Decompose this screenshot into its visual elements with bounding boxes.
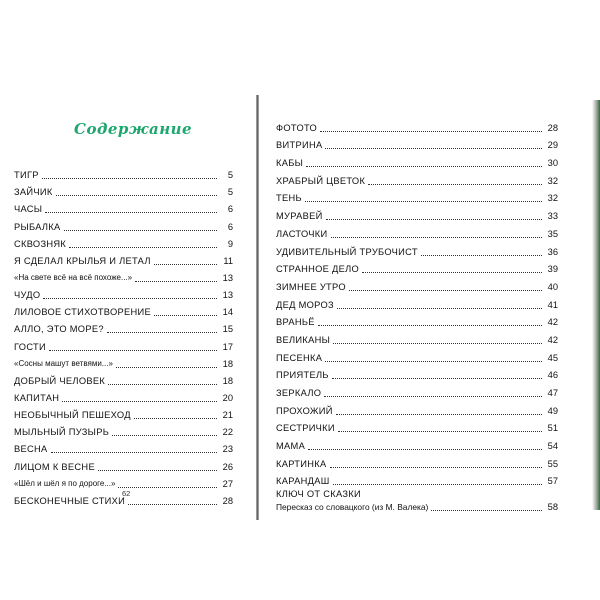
toc-entry-page: 15 (222, 324, 233, 335)
toc-entry-title: СКВОЗНЯК (14, 238, 67, 249)
toc-entry-page: 40 (547, 281, 558, 292)
toc-entry (276, 293, 558, 311)
dot-leader (112, 435, 217, 436)
toc-entry (276, 364, 558, 382)
toc-entry-title: КАРАНДАШ (276, 476, 330, 487)
dot-leader (324, 396, 542, 397)
toc-entry (14, 473, 233, 490)
toc-entry (276, 151, 558, 169)
toc-entry-title: ВЕСНА (14, 444, 48, 455)
toc-entry (276, 434, 558, 452)
toc-entry (14, 387, 233, 404)
toc-entry-page: 13 (222, 290, 233, 301)
toc-entry-title: МАМА (276, 441, 306, 452)
dot-leader (154, 264, 217, 265)
dot-leader (107, 332, 217, 333)
dot-leader (45, 212, 217, 213)
toc-entry-title: ВЕЛИКАНЫ (276, 334, 331, 345)
toc-entry-page: 14 (222, 307, 233, 318)
dot-leader (134, 418, 217, 419)
toc-entry (14, 370, 233, 387)
toc-entry-page: 42 (547, 317, 558, 328)
toc-entry (14, 181, 233, 198)
toc-entry-page: 13 (222, 272, 233, 283)
toc-entry-page: 5 (227, 170, 233, 181)
toc-entry (276, 381, 558, 399)
toc-entry-page: 6 (227, 221, 233, 232)
toc-entry (276, 275, 558, 293)
toc-entry-page: 54 (547, 441, 558, 452)
toc-entry-title: ГОСТИ (14, 341, 47, 352)
toc-entry (14, 215, 233, 232)
toc-entry-title: ПЕСЕНКА (276, 352, 323, 363)
toc-entry-title: КЛЮЧ ОТ СКАЗКИ (276, 489, 362, 500)
dot-leader (43, 298, 217, 299)
toc-entry (14, 318, 233, 335)
dot-leader (42, 178, 217, 179)
page-number: 62 (122, 489, 131, 498)
dot-leader (320, 131, 542, 132)
toc-entry-page: 9 (227, 238, 233, 249)
dot-leader (308, 449, 542, 450)
toc-entry-title: БЕСКОНЕЧНЫЕ СТИХИ (14, 495, 126, 506)
toc-entry-page: 11 (223, 255, 233, 266)
toc-entry-page: 32 (547, 175, 558, 186)
toc-entry (14, 438, 233, 455)
dot-leader (431, 510, 542, 511)
toc-entry-page: 39 (547, 264, 558, 275)
toc-entry (276, 240, 558, 258)
toc-entry-title: СТРАННОЕ ДЕЛО (276, 264, 360, 275)
toc-entry-title: «Шёл и шёл я по дороге...» (14, 478, 116, 488)
dot-leader (69, 247, 217, 248)
toc-entry (14, 267, 233, 284)
toc-entry-title: ХРАБРЫЙ ЦВЕТОК (276, 175, 366, 186)
toc-entry-page: 28 (222, 495, 233, 506)
toc-entry-subtitle: Пересказ со словацкого (из М. Валека) (276, 502, 429, 513)
dot-leader (98, 470, 217, 471)
toc-entry-page: 33 (547, 211, 558, 222)
toc-entry-page: 26 (222, 461, 233, 472)
toc-entry-title: ЛИЛОВОЕ СТИХОТВОРЕНИЕ (14, 307, 152, 318)
toc-entry (276, 311, 558, 329)
toc-entry-title: ЧАСЫ (14, 204, 43, 215)
page-edge-shadow (592, 100, 600, 510)
dot-leader (337, 308, 542, 309)
dot-leader (305, 201, 542, 202)
dot-leader (333, 484, 542, 485)
toc-entry-title: КАБЫ (276, 158, 304, 169)
toc-entry-title: ВРАНЬЁ (276, 317, 315, 328)
toc-entry-page: 47 (547, 388, 558, 398)
toc-entry-page: 57 (547, 476, 558, 487)
dot-leader (135, 281, 217, 282)
toc-entry-page: 42 (547, 334, 558, 345)
toc-entry (14, 353, 233, 370)
toc-list-left (14, 164, 233, 507)
toc-entry-page: 21 (222, 410, 233, 421)
toc-entry (14, 250, 233, 267)
toc-entry (276, 204, 558, 222)
toc-entry-page: 55 (547, 458, 558, 469)
dot-leader (108, 384, 217, 385)
toc-entry-page: 35 (547, 228, 558, 239)
toc-entry-page: 27 (222, 478, 233, 489)
dot-leader (331, 237, 543, 238)
toc-entry-title: Я СДЕЛАЛ КРЫЛЬЯ И ЛЕТАЛ (14, 255, 151, 266)
toc-entry-title: ТЕНЬ (276, 193, 302, 204)
toc-entry-title: СЕСТРИЧКИ (276, 423, 335, 434)
toc-entry-title: КАПИТАН (14, 392, 60, 403)
toc-entry-page: 36 (547, 246, 558, 257)
toc-entry-title: ПРИЯТЕЛЬ (276, 370, 329, 381)
toc-entry (276, 328, 558, 346)
toc-entry (276, 169, 558, 187)
toc-entry-title: АЛЛО, ЭТО МОРЕ? (14, 324, 104, 335)
toc-entry-title: ЗИМНЕЕ УТРО (276, 281, 346, 292)
dot-leader (49, 350, 217, 351)
toc-entry (14, 335, 233, 352)
toc-entry (14, 164, 233, 181)
toc-entry-title: РЫБАЛКА (14, 221, 61, 232)
toc-entry (14, 233, 233, 250)
dot-leader (64, 230, 217, 231)
toc-entry-title: ФОТОТО (276, 122, 318, 133)
toc-entry-page: 32 (547, 193, 558, 204)
toc-entry-page: 6 (227, 204, 233, 215)
left-page (0, 0, 258, 600)
toc-entry-title: МУРАВЕЙ (276, 211, 323, 222)
toc-entry-page: 58 (547, 502, 558, 513)
toc-entry-title: ДЕД МОРОЗ (276, 299, 334, 310)
toc-entry (14, 284, 233, 301)
toc-entry (276, 116, 558, 134)
toc-list-right (276, 116, 558, 517)
toc-entry-title: ВИТРИНА (276, 140, 323, 151)
toc-entry-page: 49 (547, 405, 558, 416)
dot-leader (368, 184, 542, 185)
dot-leader (325, 148, 542, 149)
toc-entry (276, 452, 558, 470)
toc-entry (14, 455, 233, 472)
book-gutter (256, 95, 259, 520)
dot-leader (128, 504, 217, 505)
toc-entry-page: 23 (222, 444, 233, 455)
toc-entry (276, 134, 558, 152)
toc-entry-page: 45 (547, 352, 558, 363)
toc-entry-title: ТИГР (14, 170, 39, 181)
dot-leader (51, 452, 217, 453)
toc-entry-page: 30 (547, 158, 558, 169)
toc-entry-page: 29 (547, 140, 558, 151)
dot-leader (62, 401, 217, 402)
dot-leader (330, 467, 543, 468)
toc-entry-title: ЛАСТОЧКИ (276, 228, 328, 239)
toc-entry-page: 18 (222, 358, 233, 369)
toc-entry-page: 28 (547, 122, 558, 133)
page-title: Содержание (74, 120, 193, 138)
dot-leader (362, 272, 542, 273)
dot-leader (338, 431, 542, 432)
toc-entry (276, 470, 558, 488)
toc-entry-title: ДОБРЫЙ ЧЕЛОВЕК (14, 375, 106, 386)
dot-leader (118, 487, 217, 488)
toc-entry-title: КАРТИНКА (276, 458, 327, 469)
toc-entry (276, 417, 558, 435)
toc-entry-title: УДИВИТЕЛЬНЫЙ ТРУБОЧИСТ (276, 246, 418, 257)
toc-entry (276, 487, 558, 517)
dot-leader (318, 325, 542, 326)
dot-leader (349, 290, 542, 291)
toc-entry-page: 18 (222, 375, 233, 386)
dot-leader (326, 219, 542, 220)
toc-entry (14, 421, 233, 438)
toc-entry (276, 258, 558, 276)
toc-entry-title: МЫЛЬНЫЙ ПУЗЫРЬ (14, 427, 110, 438)
dot-leader (154, 315, 217, 316)
toc-entry-title: ПРОХОЖИЙ (276, 405, 333, 416)
right-page (262, 0, 600, 600)
toc-entry-title: ЗЕРКАЛО (276, 388, 322, 398)
toc-entry (14, 198, 233, 215)
toc-entry (276, 222, 558, 240)
dot-leader (325, 361, 542, 362)
toc-entry (14, 404, 233, 421)
toc-entry (276, 346, 558, 364)
dot-leader (421, 255, 542, 256)
toc-entry-title: «Сосны машут ветвями...» (14, 358, 113, 368)
toc-entry-page: 46 (547, 370, 558, 381)
toc-entry-title: ЗАЙЧИК (14, 187, 53, 198)
toc-entry-title: НЕОБЫЧНЫЙ ПЕШЕХОД (14, 410, 131, 421)
toc-entry-page: 20 (222, 392, 233, 403)
dot-leader (116, 367, 217, 368)
dot-leader (336, 414, 542, 415)
dot-leader (56, 195, 217, 196)
toc-entry-title: ЧУДО (14, 290, 41, 301)
toc-entry-page: 17 (222, 341, 233, 352)
dot-leader (306, 166, 542, 167)
toc-entry (276, 399, 558, 417)
toc-entry-page: 5 (227, 187, 233, 198)
toc-entry-title: «На свете всё на всё похоже...» (14, 272, 133, 282)
dot-leader (333, 343, 542, 344)
toc-entry-page: 51 (547, 423, 558, 434)
toc-entry (276, 187, 558, 205)
toc-entry-page: 41 (547, 299, 558, 310)
dot-leader (332, 378, 542, 379)
toc-entry-title: ЛИЦОМ К ВЕСНЕ (14, 461, 95, 472)
toc-entry-page: 22 (222, 427, 233, 438)
toc-entry (14, 301, 233, 318)
